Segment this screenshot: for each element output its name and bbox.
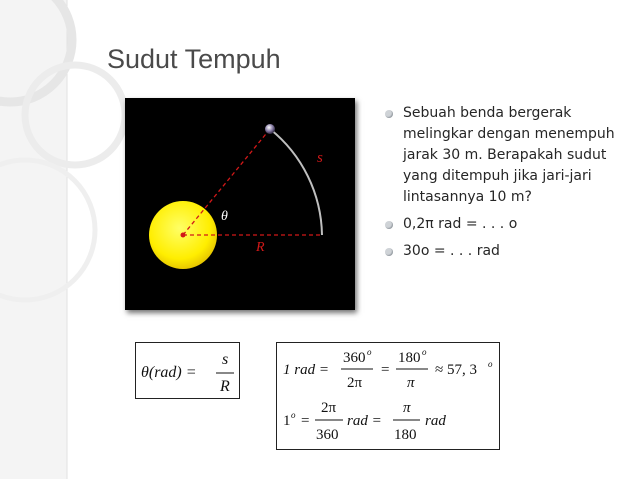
bullet-icon xyxy=(385,248,393,256)
formula-denominator: R xyxy=(220,378,230,395)
row1-num2: 180 xyxy=(398,350,421,366)
row2-den2: 180 xyxy=(394,427,417,443)
row2-num1: 2π xyxy=(321,400,337,416)
bullet-item xyxy=(385,241,625,262)
formula-lhs: θ(rad) = xyxy=(141,364,197,381)
label-s: s xyxy=(317,150,323,166)
row2-eq1: = xyxy=(301,413,310,429)
row1-den1: 2π xyxy=(347,375,363,391)
center-point xyxy=(181,233,186,238)
row1-tail: ≈ 57, 3 xyxy=(435,362,477,378)
bullet-text: 0,2π rad = . . . o xyxy=(403,216,518,232)
row1-num1: 360 xyxy=(343,350,366,366)
bullet-item xyxy=(385,103,625,208)
problem-bullets xyxy=(385,103,625,268)
row2-num2: π xyxy=(403,400,411,416)
row2-tail: rad xyxy=(425,413,446,429)
conversion-formula-box xyxy=(276,342,500,450)
bullet-text: 30o = . . . rad xyxy=(403,243,500,259)
row1-den2: π xyxy=(407,375,415,391)
row1-num2-degree: o xyxy=(422,347,427,357)
row2-mid: rad = xyxy=(347,413,382,429)
slide-title: Sudut Tempuh xyxy=(107,44,281,74)
row2-den1: 360 xyxy=(316,427,339,443)
row2-lead-degree: o xyxy=(291,410,296,420)
row1-lead: 1 rad = xyxy=(283,362,329,378)
bullet-item xyxy=(385,214,625,235)
label-theta: θ xyxy=(221,209,228,224)
row2-lead: 1 xyxy=(283,413,291,429)
moving-object xyxy=(265,124,275,134)
row1-eq: = xyxy=(381,362,390,378)
label-R: R xyxy=(256,240,265,255)
row1-tail-degree: o xyxy=(488,359,493,369)
row1-num1-degree: o xyxy=(367,347,372,357)
bullet-icon xyxy=(385,110,393,118)
arc-path xyxy=(270,129,322,235)
angle-formula-box xyxy=(135,342,240,399)
bullet-icon xyxy=(385,221,393,229)
formula-numerator: s xyxy=(222,351,229,368)
bullet-text: Sebuah benda bergerak melingkar dengan menempuh jarak 30 m. Berapakah sudut yang ditempuh jika jari-jari lintasannya 10 m? xyxy=(403,105,615,205)
circular-motion-diagram xyxy=(125,98,355,310)
